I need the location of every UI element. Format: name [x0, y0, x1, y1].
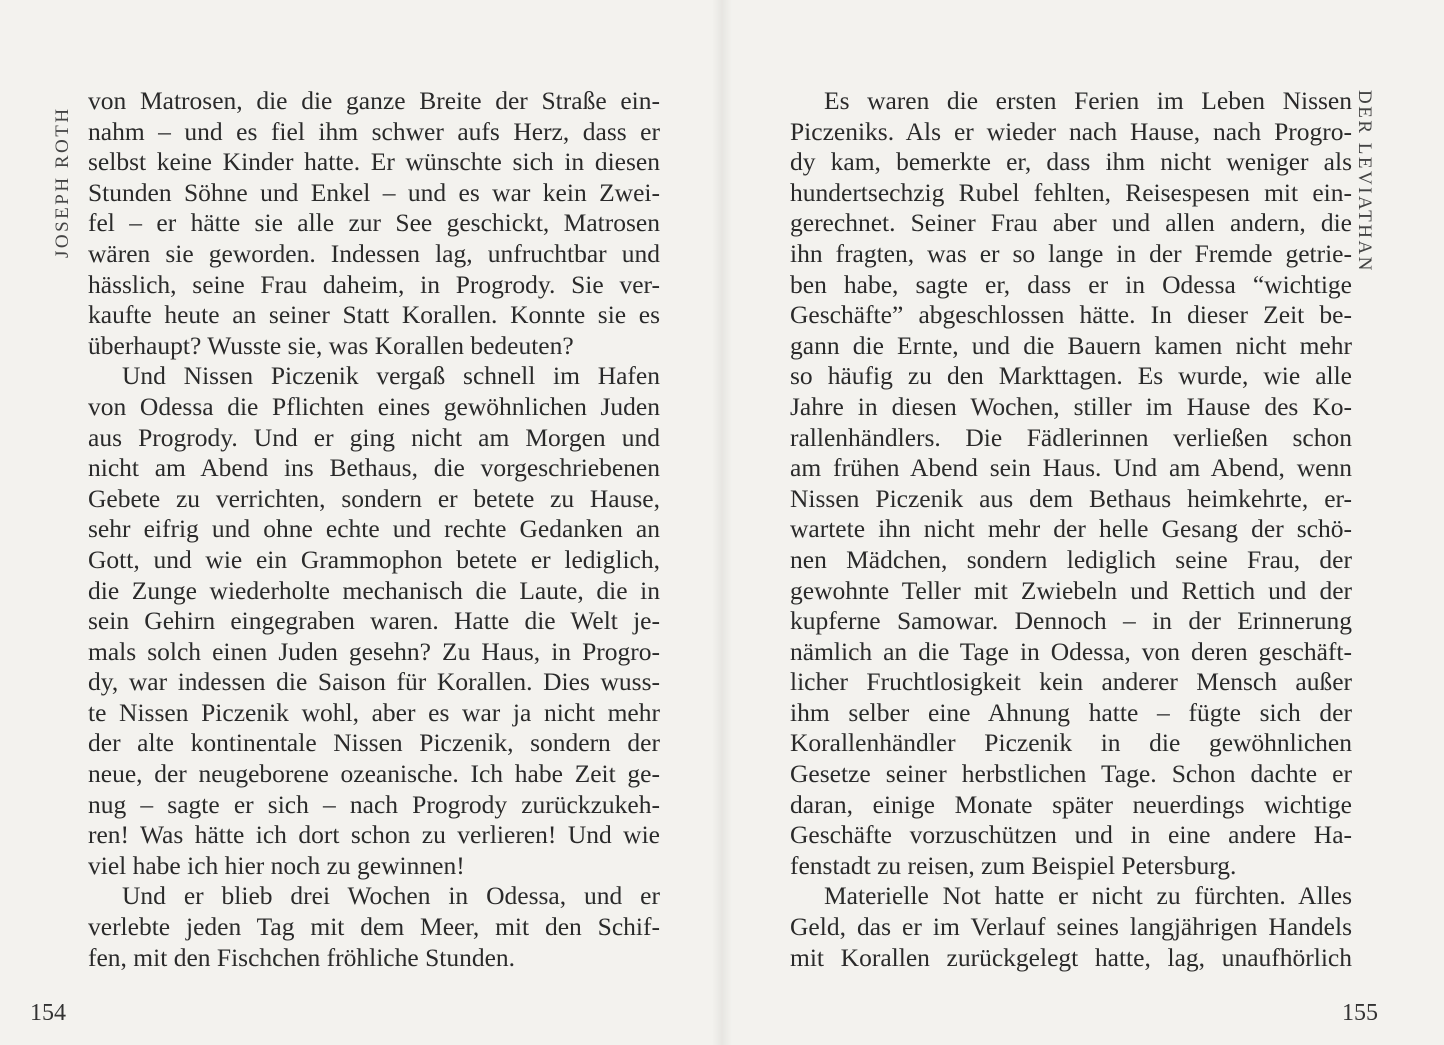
text-line: Gebete zu verrichten, sondern er betete zu Hause, [88, 483, 660, 513]
text-line: Geschäfte” abgeschlossen hätte. In dieser Zeit be- [790, 300, 1352, 330]
text-line: Nissen Piczenik aus dem Bethaus heimkehrte, er- [790, 483, 1352, 513]
text-line: rallenhändlers. Die Fädlerinnen verließen schon [790, 422, 1352, 452]
text-line: gann die Ernte, und die Bauern kamen nicht mehr [790, 330, 1352, 360]
text-line: wären sie geworden. Indessen lag, unfruchtbar und [88, 238, 660, 268]
text-line: hässlich, seine Frau daheim, in Progrody. Sie ver- [88, 269, 660, 299]
text-line: mals solch einen Juden gesehn? Zu Haus, in Progro- [88, 636, 660, 666]
text-line: gerechnet. Seiner Frau aber und allen andern, die [790, 208, 1352, 238]
text-line: gewohnte Teller mit Zwiebeln und Rettich und der [790, 575, 1352, 605]
text-line: wartete ihn nicht mehr der helle Gesang der schö- [790, 514, 1352, 544]
page-number-right: 155 [1342, 1000, 1378, 1026]
text-line: Geschäfte vorzuschützen und in eine andere Ha- [790, 820, 1352, 850]
text-line: Es waren die ersten Ferien im Leben Nissen [824, 86, 1352, 115]
text-line: die Zunge wiederholte mechanisch die Laute, die in [88, 575, 660, 605]
text-line: selbst keine Kinder hatte. Er wünschte sich in diesen [88, 147, 660, 177]
text-line: daran, einige Monate später neuerdings wichtige [790, 789, 1352, 819]
text-line: neue, der neugeborene ozeanische. Ich habe Zeit ge- [88, 759, 660, 789]
text-line: fel – er hätte sie alle zur See geschickt, Matrosen [88, 208, 660, 238]
text-line: Piczeniks. Als er wieder nach Hause, nach Progro- [790, 116, 1352, 146]
text-line: hundertsechzig Rubel fehlten, Reisespesen mit ein- [790, 177, 1352, 207]
text-line: Materielle Not hatte er nicht zu fürchten. Alles [824, 881, 1352, 911]
text-line: nen Mädchen, sondern lediglich seine Frau, der [790, 544, 1352, 574]
text-line: Gesetze seiner herbstlichen Tage. Schon dachte er [790, 759, 1352, 789]
text-line: viel habe ich hier noch zu gewinnen! [88, 850, 465, 880]
text-line: ihm selber eine Ahnung hatte – fügte sich der [790, 697, 1352, 727]
running-head-title: DER LEVIATHAN [1354, 90, 1375, 273]
text-line: der alte kontinentale Nissen Piczenik, sondern der [88, 728, 660, 758]
text-line: fenstadt zu reisen, zum Beispiel Petersburg. [790, 850, 1237, 880]
text-line: so häufig zu den Markttagen. Es wurde, wie alle [790, 361, 1352, 391]
right-page [722, 0, 1444, 1045]
text-line: sehr eifrig und ohne echte und rechte Gedanken an [88, 514, 660, 544]
text-line: nug – sagte er sich – nach Progrody zurückzukeh- [88, 789, 660, 819]
text-line: kaufte heute an seiner Statt Korallen. Konnte sie es [88, 300, 660, 330]
text-line: Und er blieb drei Wochen in Odessa, und er [122, 881, 660, 911]
text-line: licher Fruchtlosigkeit kein anderer Mensch außer [790, 667, 1352, 697]
text-line: Jahre in diesen Wochen, stiller im Hause des Ko- [790, 391, 1352, 421]
text-line: ben habe, sagte er, dass er in Odessa “wichtige [790, 269, 1352, 299]
text-line: nahm – und es fiel ihm schwer aufs Herz, dass er [88, 116, 660, 146]
text-line: fen, mit den Fischchen fröhliche Stunden. [88, 942, 516, 972]
text-line: te Nissen Piczenik wohl, aber es war ja nicht mehr [88, 697, 660, 727]
running-head-author: JOSEPH ROTH [52, 106, 73, 258]
text-line: nicht am Abend ins Bethaus, die vorgeschriebenen [88, 453, 660, 483]
text-line: sein Gehirn eingegraben waren. Hatte die Welt je- [88, 606, 660, 636]
text-line: ihn fragten, was er so lange in der Fremde getrie- [790, 238, 1352, 268]
text-line: Gott, und wie ein Grammophon betete er lediglich, [88, 544, 660, 574]
text-line: dy kam, bemerkte er, dass ihm nicht weniger als [790, 147, 1352, 177]
text-line: von Matrosen, die die ganze Breite der Straße ein- [88, 86, 660, 115]
text-line: Geld, das er im Verlauf seines langjährigen Handels [790, 912, 1352, 942]
left-page-text [88, 86, 660, 973]
text-line: verlebte jeden Tag mit dem Meer, mit den Schif- [88, 912, 660, 942]
text-line: von Odessa die Pflichten eines gewöhnlichen Juden [88, 391, 660, 421]
text-line: überhaupt? Wusste sie, was Korallen bedeuten? [88, 330, 574, 360]
text-line: kupferne Samowar. Dennoch – in der Erinnerung [790, 606, 1352, 636]
text-line: nämlich an die Tage in Odessa, von deren geschäft- [790, 636, 1352, 666]
text-line: dy, war indessen die Saison für Korallen. Dies wuss- [88, 667, 660, 697]
text-line: am frühen Abend sein Haus. Und am Abend, wenn [790, 453, 1352, 483]
text-line: Und Nissen Piczenik vergaß schnell im Hafen [122, 361, 660, 391]
page-number-left: 154 [30, 1000, 66, 1026]
text-line: Korallenhändler Piczenik in die gewöhnlichen [790, 728, 1352, 758]
text-line: ren! Was hätte ich dort schon zu verlieren! Und wie [88, 820, 660, 850]
right-page-text [790, 86, 1352, 973]
text-line: aus Progrody. Und er ging nicht am Morgen und [88, 422, 660, 452]
text-line: mit Korallen zurückgelegt hatte, lag, unaufhörlich [790, 942, 1352, 972]
text-line: Stunden Söhne und Enkel – und es war kein Zwei- [88, 177, 660, 207]
